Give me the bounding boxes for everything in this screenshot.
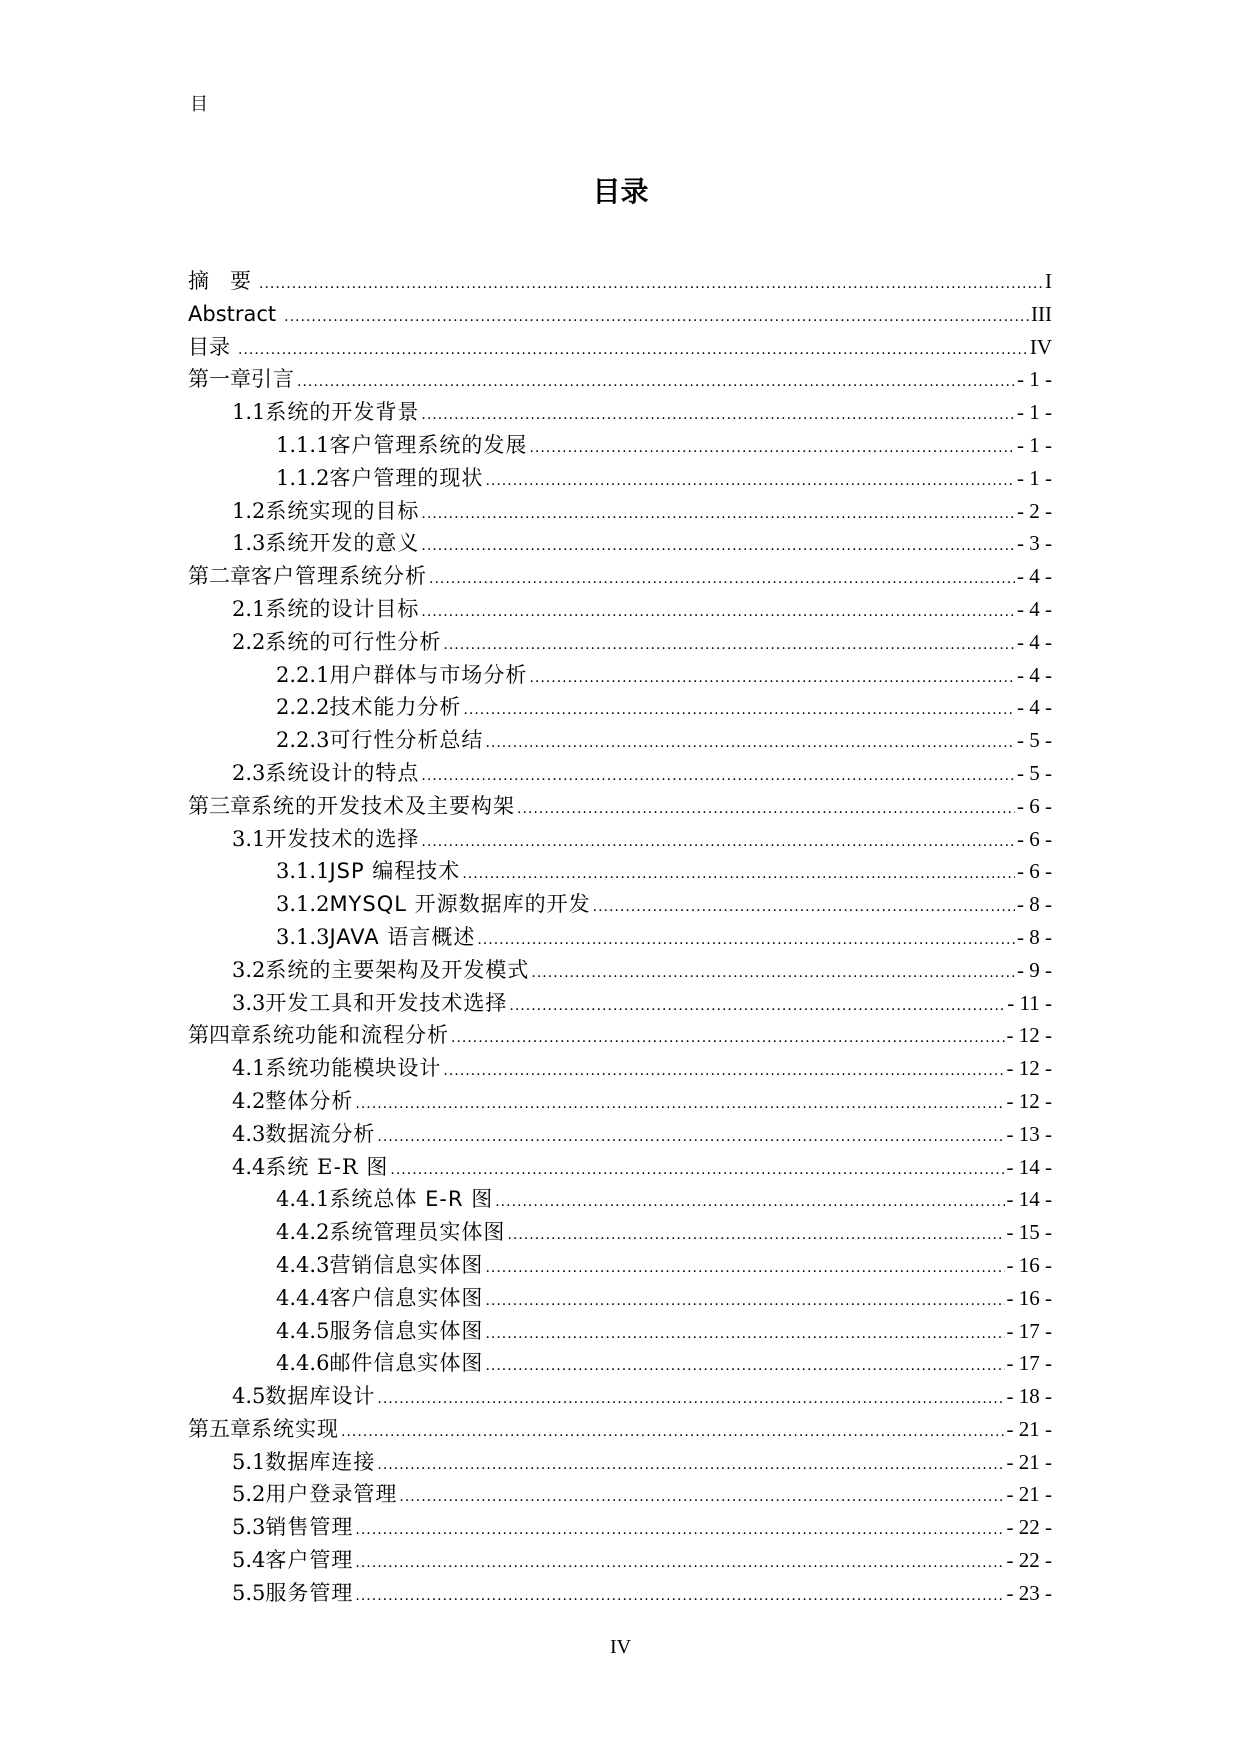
toc-entry-number: 3.3: [232, 990, 266, 1015]
toc-entry-number: 3.1.3: [276, 924, 330, 949]
toc-entry-page: - 12 -: [1006, 1088, 1052, 1113]
toc-dot-leader: [477, 924, 1015, 957]
toc-entry[interactable]: [188, 396, 1052, 429]
toc-entry[interactable]: [188, 495, 1052, 528]
toc-dot-leader: [421, 530, 1015, 563]
toc-entry-label: 系统实现: [251, 1416, 339, 1441]
toc-entry-number: 3.1.1: [276, 859, 330, 884]
toc-entry-label: 客户信息实体图: [329, 1285, 484, 1310]
toc-entry[interactable]: [188, 1577, 1052, 1610]
toc-entry-page: - 9 -: [1017, 957, 1052, 982]
toc-entry[interactable]: [188, 1216, 1052, 1249]
toc-entry-number: 第二章: [188, 564, 251, 589]
toc-entry-label: 系统功能模块设计: [265, 1056, 442, 1081]
table-of-contents: [188, 265, 1052, 1610]
toc-entry-number: 1.1: [232, 400, 266, 425]
toc-entry-label: 系统设计的特点: [265, 760, 420, 785]
toc-dot-leader: [443, 1055, 1004, 1088]
toc-dot-leader: [593, 891, 1015, 924]
toc-entry[interactable]: [188, 823, 1052, 856]
toc-dot-leader: [341, 1416, 1005, 1449]
toc-entry-number: 1.2: [232, 498, 266, 523]
toc-entry-page: - 17 -: [1006, 1318, 1052, 1343]
toc-entry-page: - 1 -: [1017, 367, 1052, 392]
toc-dot-leader: [355, 1547, 1004, 1580]
toc-dot-leader: [463, 694, 1015, 727]
toc-dot-leader: [377, 1449, 1004, 1482]
toc-entry-page: III: [1031, 301, 1052, 326]
toc-entry-number: 第五章: [188, 1416, 251, 1441]
toc-entry-page: - 12 -: [1006, 1056, 1052, 1081]
toc-entry-label: 开发工具和开发技术选择: [265, 990, 508, 1015]
toc-entry-number: 5.2: [232, 1482, 266, 1507]
toc-entry[interactable]: [188, 560, 1052, 593]
toc-entry-number: 2.2.1: [276, 662, 330, 687]
toc-entry[interactable]: [188, 1019, 1052, 1052]
toc-entry-label: 服务信息实体图: [329, 1318, 484, 1343]
toc-entry[interactable]: [188, 1085, 1052, 1118]
toc-entry-number: 3.1: [232, 826, 266, 851]
toc-dot-leader: [259, 268, 1043, 301]
toc-entry[interactable]: [188, 691, 1052, 724]
toc-entry-number: 4.3: [232, 1121, 266, 1146]
toc-entry[interactable]: [188, 331, 1052, 364]
toc-entry-page: - 15 -: [1006, 1220, 1052, 1245]
toc-entry-page: - 4 -: [1017, 596, 1052, 621]
toc-entry-page: - 23 -: [1006, 1580, 1052, 1605]
toc-entry[interactable]: [188, 1511, 1052, 1544]
toc-dot-leader: [462, 858, 1015, 891]
toc-entry-number: 4.4.6: [276, 1351, 330, 1376]
toc-entry[interactable]: [188, 1380, 1052, 1413]
toc-entry-label: 引言: [251, 367, 295, 392]
toc-entry-label: 整体分析: [265, 1088, 354, 1113]
toc-dot-leader: [429, 563, 1015, 596]
toc-entry[interactable]: [188, 888, 1052, 921]
toc-entry-label: 系统的开发技术及主要构架: [251, 793, 515, 818]
toc-dot-leader: [507, 1219, 1004, 1252]
toc-entry-label: 系统的设计目标: [265, 596, 420, 621]
toc-entry[interactable]: [188, 429, 1052, 462]
toc-entry-page: - 18 -: [1006, 1384, 1052, 1409]
toc-dot-leader: [485, 1252, 1004, 1285]
toc-dot-leader: [377, 1121, 1004, 1154]
toc-entry-label: 系统实现的目标: [265, 498, 420, 523]
toc-entry-number: 2.2.3: [276, 728, 330, 753]
toc-entry-label: 客户管理的现状: [329, 465, 484, 490]
toc-dot-leader: [421, 826, 1015, 859]
toc-entry[interactable]: [188, 265, 1052, 298]
toc-dot-leader: [443, 629, 1015, 662]
toc-entry[interactable]: [188, 790, 1052, 823]
toc-entry[interactable]: [188, 1413, 1052, 1446]
toc-entry-number: 2.2.2: [276, 695, 330, 720]
toc-entry-number: 第三章: [188, 793, 251, 818]
toc-entry[interactable]: [188, 1315, 1052, 1348]
toc-dot-leader: [421, 760, 1015, 793]
toc-entry-label: 系统管理员实体图: [329, 1220, 506, 1245]
toc-entry[interactable]: [188, 724, 1052, 757]
toc-entry[interactable]: [188, 1183, 1052, 1216]
toc-entry[interactable]: [188, 987, 1052, 1020]
toc-entry-page: - 4 -: [1017, 629, 1052, 654]
toc-dot-leader: [509, 990, 1005, 1023]
toc-entry-number: 第一章: [188, 367, 251, 392]
toc-entry[interactable]: [188, 363, 1052, 396]
toc-entry-page: - 6 -: [1017, 793, 1052, 818]
toc-dot-leader: [355, 1580, 1004, 1613]
running-header: 目: [190, 94, 208, 115]
toc-entry-label: 数据库设计: [265, 1384, 376, 1409]
toc-dot-leader: [485, 1285, 1004, 1318]
toc-dot-leader: [399, 1481, 1004, 1514]
toc-entry-label: 系统的开发背景: [265, 400, 420, 425]
toc-entry-number: 目录: [188, 334, 230, 359]
toc-entry-page: - 1 -: [1017, 400, 1052, 425]
toc-entry-number: Abstract: [188, 301, 277, 326]
toc-dot-leader: [485, 1350, 1004, 1383]
toc-entry-label: 系统的可行性分析: [265, 629, 442, 654]
toc-entry-number: 2.1: [232, 596, 266, 621]
toc-entry-page: - 21 -: [1006, 1449, 1052, 1474]
toc-entry-number: 2.2: [232, 629, 266, 654]
toc-entry-number: 4.4.3: [276, 1252, 330, 1277]
toc-entry-page: - 14 -: [1006, 1154, 1052, 1179]
toc-entry[interactable]: [188, 1282, 1052, 1315]
toc-entry-number: 第四章: [188, 1023, 251, 1048]
toc-dot-leader: [390, 1154, 1004, 1187]
toc-entry-page: - 1 -: [1017, 465, 1052, 490]
toc-entry-page: - 5 -: [1017, 760, 1052, 785]
toc-entry-page: - 13 -: [1006, 1121, 1052, 1146]
toc-entry-page: - 3 -: [1017, 531, 1052, 556]
toc-entry-label: 用户登录管理: [265, 1482, 398, 1507]
toc-dot-leader: [284, 301, 1029, 334]
toc-entry-label: JAVA 语言概述: [329, 924, 476, 949]
page-title: 目录: [592, 175, 649, 208]
toc-entry-page: - 21 -: [1006, 1416, 1052, 1441]
toc-dot-leader: [421, 399, 1015, 432]
toc-entry-number: 3.1.2: [276, 892, 330, 917]
toc-entry-number: 5.1: [232, 1449, 266, 1474]
page-number: IV: [609, 1636, 632, 1658]
toc-entry-label: 可行性分析总结: [329, 728, 484, 753]
toc-entry[interactable]: [188, 855, 1052, 888]
toc-entry-number: 3.2: [232, 957, 266, 982]
toc-entry-page: - 6 -: [1017, 859, 1052, 884]
toc-dot-leader: [531, 957, 1015, 990]
toc-entry[interactable]: [188, 757, 1052, 790]
toc-entry-page: - 4 -: [1017, 662, 1052, 687]
toc-dot-leader: [517, 793, 1015, 826]
toc-dot-leader: [297, 366, 1015, 399]
toc-entry-page: - 4 -: [1017, 564, 1052, 589]
toc-entry-label: 系统 E-R 图: [265, 1154, 389, 1179]
toc-entry-label: 数据库连接: [265, 1449, 376, 1474]
toc-entry-number: 4.4.4: [276, 1285, 330, 1310]
toc-entry-page: IV: [1029, 334, 1052, 359]
toc-entry-label: 销售管理: [265, 1515, 354, 1540]
toc-entry-label: 系统总体 E-R 图: [329, 1187, 494, 1212]
toc-entry-page: - 22 -: [1006, 1548, 1052, 1573]
toc-entry-number: 4.2: [232, 1088, 266, 1113]
toc-entry-page: - 1 -: [1017, 432, 1052, 457]
toc-dot-leader: [529, 662, 1015, 695]
toc-dot-leader: [451, 1022, 1005, 1055]
toc-entry-label: 客户管理系统的发展: [329, 432, 528, 457]
toc-entry-label: 客户管理: [265, 1548, 354, 1573]
toc-entry-label: 数据流分析: [265, 1121, 376, 1146]
toc-entry-number: 4.5: [232, 1384, 266, 1409]
toc-entry-page: - 8 -: [1017, 924, 1052, 949]
toc-entry[interactable]: [188, 921, 1052, 954]
toc-entry-label: JSP 编程技术: [329, 859, 461, 884]
toc-entry[interactable]: [188, 593, 1052, 626]
toc-entry-number: 1.3: [232, 531, 266, 556]
toc-entry-page: - 16 -: [1006, 1252, 1052, 1277]
toc-entry-label: 系统功能和流程分析: [251, 1023, 449, 1048]
toc-entry-page: - 21 -: [1006, 1482, 1052, 1507]
toc-entry-page: - 4 -: [1017, 695, 1052, 720]
toc-dot-leader: [355, 1514, 1004, 1547]
toc-entry-label: 用户群体与市场分析: [329, 662, 528, 687]
toc-entry-number: 4.4.2: [276, 1220, 330, 1245]
toc-entry-page: - 2 -: [1017, 498, 1052, 523]
toc-entry-label: MYSQL 开源数据库的开发: [329, 892, 591, 917]
toc-dot-leader: [529, 432, 1015, 465]
toc-entry[interactable]: [188, 1151, 1052, 1184]
toc-dot-leader: [377, 1383, 1004, 1416]
toc-entry-number: 4.4.5: [276, 1318, 330, 1343]
toc-entry-label: 邮件信息实体图: [329, 1351, 484, 1376]
toc-entry-number: 4.4.1: [276, 1187, 330, 1212]
toc-entry[interactable]: [188, 1544, 1052, 1577]
toc-entry-page: - 22 -: [1006, 1515, 1052, 1540]
toc-entry-label: 系统开发的意义: [265, 531, 420, 556]
toc-entry-number: 2.3: [232, 760, 266, 785]
toc-entry-label: 技术能力分析: [329, 695, 462, 720]
toc-entry-page: - 14 -: [1006, 1187, 1052, 1212]
toc-entry-number: 5.4: [232, 1548, 266, 1573]
toc-entry[interactable]: [188, 1478, 1052, 1511]
toc-entry-number: 1.1.2: [276, 465, 330, 490]
toc-entry-page: - 12 -: [1006, 1023, 1052, 1048]
toc-entry-label: 客户管理系统分析: [251, 564, 427, 589]
toc-entry-label: 系统的主要架构及开发模式: [265, 957, 530, 982]
toc-entry-label: 开发技术的选择: [265, 826, 420, 851]
toc-entry-page: I: [1045, 269, 1052, 293]
toc-dot-leader: [485, 727, 1015, 760]
toc-dot-leader: [421, 498, 1015, 531]
toc-entry[interactable]: [188, 462, 1052, 495]
toc-entry-page: - 11 -: [1007, 990, 1052, 1015]
toc-entry-page: - 5 -: [1017, 728, 1052, 753]
toc-entry[interactable]: [188, 954, 1052, 987]
toc-entry-number: 1.1.1: [276, 432, 330, 457]
toc-dot-leader: [485, 465, 1015, 498]
toc-entry[interactable]: [188, 1052, 1052, 1085]
toc-dot-leader: [421, 596, 1015, 629]
toc-entry[interactable]: [188, 659, 1052, 692]
toc-dot-leader: [485, 1318, 1004, 1351]
toc-dot-leader: [238, 334, 1028, 367]
toc-entry-page: - 16 -: [1006, 1285, 1052, 1310]
toc-entry-number: 4.4: [232, 1154, 266, 1179]
toc-entry-number: 5.5: [232, 1580, 266, 1605]
toc-entry[interactable]: [188, 626, 1052, 659]
toc-entry-number: 摘 要: [188, 269, 251, 293]
toc-entry[interactable]: [188, 527, 1052, 560]
toc-entry-page: - 6 -: [1017, 826, 1052, 851]
toc-entry-number: 5.3: [232, 1515, 266, 1540]
toc-dot-leader: [355, 1088, 1004, 1121]
toc-entry[interactable]: [188, 1249, 1052, 1282]
toc-entry[interactable]: [188, 1118, 1052, 1151]
toc-entry[interactable]: [188, 1446, 1052, 1479]
toc-entry[interactable]: [188, 1347, 1052, 1380]
toc-entry-page: - 17 -: [1006, 1351, 1052, 1376]
toc-dot-leader: [495, 1186, 1004, 1219]
toc-entry-page: - 8 -: [1017, 892, 1052, 917]
toc-entry-label: 服务管理: [265, 1580, 354, 1605]
toc-entry-label: 营销信息实体图: [329, 1252, 484, 1277]
toc-entry[interactable]: [188, 298, 1052, 331]
toc-entry-number: 4.1: [232, 1056, 266, 1081]
